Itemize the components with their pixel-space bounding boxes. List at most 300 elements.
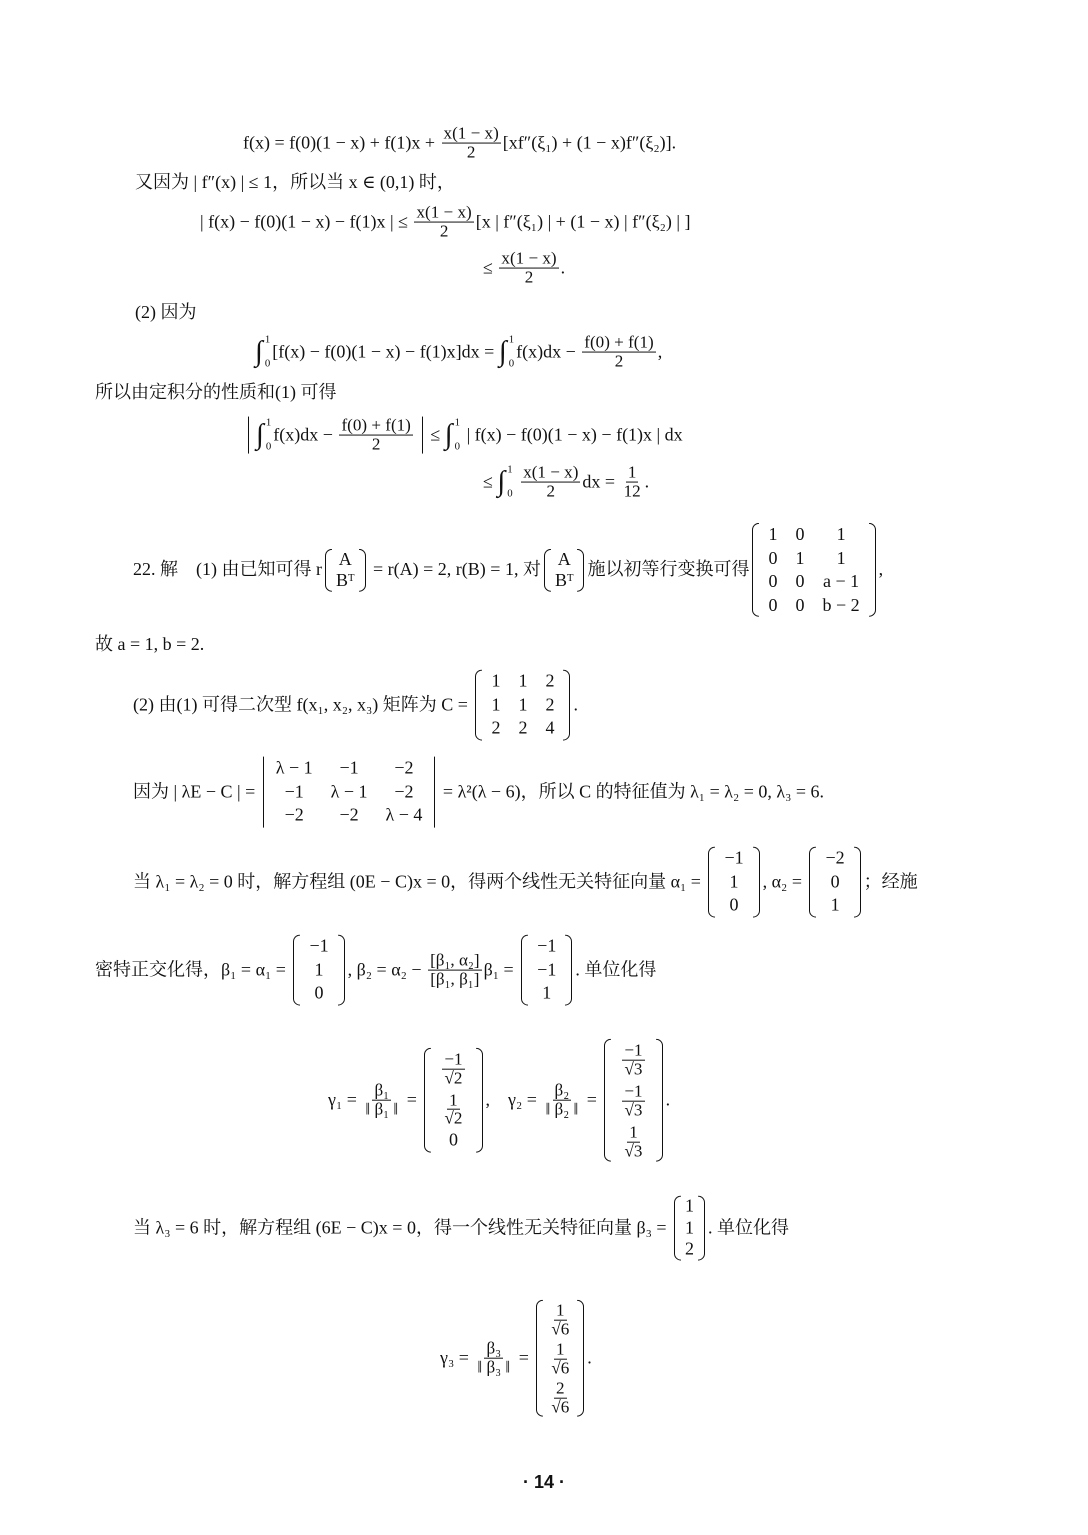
matrix-cell (267, 757, 322, 781)
math-text: 1 (629, 1122, 638, 1142)
matrix-row (543, 1300, 577, 1339)
fraction (442, 1091, 464, 1128)
left-delimiter (475, 670, 482, 741)
math-text: x(1 − x) (443, 123, 499, 143)
math-text: 1 (556, 1300, 565, 1320)
math-text: 2 (545, 670, 555, 691)
matrix-cell (551, 570, 578, 592)
matrix-row (431, 1047, 475, 1088)
right-delimiter (577, 1300, 584, 1417)
matrix-cell (509, 670, 536, 694)
fraction (521, 464, 580, 501)
matrix (674, 1196, 705, 1261)
lower-limit: 0 (507, 487, 513, 500)
matrix-cell (300, 935, 337, 959)
matrix (521, 935, 572, 1006)
matrix-row (431, 1129, 475, 1153)
math-text: = (402, 1089, 422, 1110)
right-delimiter (565, 935, 572, 1006)
fraction (622, 1083, 644, 1120)
fraction-denominator (622, 483, 643, 501)
matrix-body (681, 1196, 698, 1261)
math-text: Bᵀ (335, 570, 355, 590)
matrix-cell (715, 894, 752, 918)
fraction-numerator (627, 1123, 640, 1142)
matrix-row (715, 847, 752, 871)
fraction-denominator (370, 436, 383, 454)
fraction-denominator (363, 1101, 400, 1119)
fraction-numerator (372, 1082, 391, 1101)
matrix (536, 1300, 584, 1417)
matrix-row (300, 935, 337, 959)
matrix-row (528, 982, 565, 1006)
matrix-cell (377, 780, 432, 804)
fraction-numerator (521, 464, 580, 483)
left-delimiter (424, 1047, 431, 1152)
matrix-body (611, 1039, 655, 1162)
right-delimiter (854, 847, 861, 918)
cell-content (685, 1217, 694, 1239)
matrix-body (715, 847, 752, 918)
matrix-body (300, 935, 337, 1006)
schmidt-orthogonalization (95, 935, 656, 1006)
matrix-body (482, 670, 563, 741)
matrix-body (816, 847, 853, 918)
math-text: 1 (685, 1217, 695, 1238)
equation-taylor-expansion (243, 125, 676, 162)
unit-vector-gamma-3 (440, 1300, 592, 1417)
math-text: −1 (284, 781, 304, 802)
fraction (363, 1082, 400, 1119)
cell-content (795, 595, 804, 617)
quadratic-form-matrix (133, 670, 578, 741)
matrix-cell (551, 548, 578, 570)
matrix-cell (611, 1039, 655, 1080)
left-delimiter (325, 548, 332, 591)
math-text: = λ²(λ − 6)，所以 C 的特征值为 λ₁ = λ₂ = 0, λ₃ = 6. (438, 781, 825, 802)
matrix-row (431, 1088, 475, 1129)
fraction (442, 125, 501, 162)
fraction-numerator (554, 1379, 567, 1398)
cell-content (685, 1196, 694, 1218)
matrix-row (611, 1039, 655, 1080)
math-text: b − 2 (822, 594, 860, 615)
matrix-cell (681, 1217, 698, 1239)
fraction-numerator (554, 1302, 567, 1321)
math-text: −1 (537, 959, 557, 980)
math-text: a − 1 (822, 571, 860, 591)
matrix-cell (816, 847, 853, 871)
cell-content (547, 1302, 573, 1339)
matrix-cell (611, 1120, 655, 1161)
integral-sign: ∫ (497, 465, 506, 498)
math-text: ‖ β₁ ‖ (365, 1099, 399, 1119)
cell-content (309, 936, 328, 958)
fraction-denominator (465, 144, 478, 162)
cell-content (831, 895, 840, 917)
matrix-row (816, 847, 853, 871)
matrix-cell (536, 717, 563, 741)
cell-content (768, 524, 777, 546)
lower-limit: 0 (264, 357, 271, 370)
fraction (622, 464, 643, 501)
cell-content (537, 936, 556, 958)
math-text: 1 (836, 547, 846, 568)
math-text: 1 (518, 670, 528, 691)
cell-content (724, 848, 743, 870)
math-text: 12 (623, 481, 641, 501)
matrix-cell (322, 757, 377, 781)
cell-content (837, 524, 846, 546)
math-text: = (514, 1347, 534, 1368)
math-text: −1 (339, 757, 359, 778)
cell-content (545, 718, 554, 740)
cell-content (491, 671, 500, 693)
fraction (499, 250, 558, 287)
fraction-denominator (623, 1142, 645, 1160)
matrix-body (267, 757, 432, 828)
matrix-cell (431, 1047, 475, 1088)
inequality-line-2 (483, 250, 565, 287)
matrix-row (300, 982, 337, 1006)
matrix-body (759, 523, 868, 617)
cell-content (315, 983, 324, 1005)
math-text: 2 (545, 694, 555, 715)
math-text: f(x) = f(0)(1 − x) + f(1)x + (243, 132, 440, 153)
matrix-row (300, 958, 337, 982)
math-text: √3 (624, 1059, 643, 1079)
cell-content (394, 758, 413, 780)
cell-content (537, 959, 556, 981)
math-text: [xf″(ξ₁) + (1 − x)f″(ξ₂)]. (502, 132, 677, 153)
cell-content (545, 671, 554, 693)
integral (497, 465, 512, 499)
matrix-cell (681, 1196, 698, 1218)
math-text: x(1 − x) (501, 248, 557, 268)
math-text: 1 (491, 694, 501, 715)
math-text: 1 (729, 871, 739, 892)
math-text: 2 (466, 142, 476, 162)
fraction-denominator (549, 1321, 571, 1339)
math-text: 22. 解 (1) 由已知可得 r (133, 559, 322, 580)
matrix-cell (332, 570, 359, 592)
integral-limits (507, 465, 512, 499)
right-delimiter (698, 1196, 705, 1261)
math-text: β₂ (554, 1080, 570, 1100)
cell-content (518, 671, 527, 693)
math-text: . (665, 1089, 671, 1110)
cell-content (440, 1050, 466, 1087)
unit-vectors-gamma-1-2 (328, 1039, 670, 1162)
cell-content (518, 694, 527, 716)
matrix-cell (332, 548, 359, 570)
math-text: A (338, 548, 352, 569)
fraction-denominator (438, 223, 451, 241)
cell-content (449, 1130, 458, 1152)
cell-content (555, 570, 574, 592)
matrix (424, 1047, 482, 1152)
math-text: −2 (339, 804, 359, 825)
left-delimiter (521, 935, 528, 1006)
matrix-row (528, 935, 565, 959)
cell-content (558, 548, 571, 570)
math-text: β₁ = (483, 959, 519, 980)
cell-content (491, 718, 500, 740)
math-text: 1 (556, 1339, 565, 1359)
matrix-cell (528, 958, 565, 982)
math-text: (2) 因为 (135, 302, 197, 323)
math-text: 2 (518, 717, 528, 738)
right-delimiter (869, 523, 876, 617)
matrix-cell (715, 847, 752, 871)
integral-sign: ∫ (255, 335, 263, 368)
fraction-numerator (447, 1091, 460, 1110)
cell-content (518, 718, 527, 740)
math-text: ；经施 (863, 871, 918, 892)
fraction-numerator (554, 1341, 567, 1360)
fraction-denominator (623, 1061, 645, 1079)
text-since-bound (135, 172, 455, 194)
lower-limit: 0 (454, 440, 461, 453)
text-therefore (95, 382, 337, 404)
upper-limit: 1 (264, 334, 271, 346)
upper-limit: 1 (454, 417, 461, 429)
cell-content (545, 694, 554, 716)
matrix-row (681, 1196, 698, 1218)
matrix-cell (816, 870, 853, 894)
matrix-cell (431, 1129, 475, 1153)
conclusion-a-b (95, 634, 204, 656)
fraction-denominator (428, 971, 481, 989)
math-text: −1 (624, 1081, 643, 1101)
matrix-row (482, 717, 563, 741)
left-delimiter (708, 847, 715, 918)
math-text: √6 (551, 1397, 570, 1417)
math-text: . (587, 1347, 592, 1368)
fraction-denominator (543, 1101, 580, 1119)
matrix-cell (482, 717, 509, 741)
matrix-cell (528, 982, 565, 1006)
matrix-cell (267, 804, 322, 828)
integral-inequality-2 (483, 464, 649, 501)
matrix (809, 847, 860, 918)
matrix-cell (786, 570, 813, 594)
matrix-cell (715, 870, 752, 894)
fraction-denominator (549, 1360, 571, 1378)
math-text: (2) 由(1) 可得二次型 f(x₁, x₂, x₃) 矩阵为 C = (133, 694, 473, 715)
math-text: = r(A) = 2, r(B) = 1, 对 (368, 559, 541, 580)
matrix-cell (816, 894, 853, 918)
cell-content (336, 570, 355, 592)
cell-content (620, 1042, 646, 1079)
matrix (475, 670, 570, 741)
matrix-cell (611, 1080, 655, 1121)
math-text: 2 (546, 481, 556, 501)
math-text: 施以初等行变换可得 (587, 559, 750, 580)
math-text: 1 (685, 1195, 695, 1216)
math-text (515, 471, 520, 493)
matrix-cell (543, 1377, 577, 1416)
cell-content (315, 959, 324, 981)
right-delimiter (656, 1039, 663, 1162)
integral-limits (266, 418, 271, 452)
fraction (549, 1341, 571, 1378)
math-text: dx = (582, 471, 620, 492)
math-text: [β₁, α₂] (430, 950, 480, 970)
fraction-denominator (545, 483, 558, 501)
math-text: −1 (624, 1040, 643, 1060)
lower-limit: 0 (265, 440, 272, 453)
matrix-cell (322, 804, 377, 828)
fraction (442, 1050, 464, 1087)
math-text: Bᵀ (554, 570, 574, 590)
fraction-denominator (613, 353, 626, 371)
math-text: √2 (444, 1068, 463, 1088)
matrix-row (267, 780, 432, 804)
math-text: 1 (449, 1090, 458, 1110)
matrix (544, 548, 585, 591)
math-text: 密特正交化得，β₁ = α₁ = (95, 959, 291, 980)
matrix-cell (300, 982, 337, 1006)
cell-content (340, 758, 359, 780)
math-text: 1 (491, 670, 501, 691)
matrix-row (816, 870, 853, 894)
matrix-cell (759, 546, 786, 570)
math-text: 1 (314, 959, 324, 980)
math-text: √6 (551, 1319, 570, 1339)
math-text: . (644, 471, 650, 492)
math-text: = (582, 1089, 602, 1110)
integral-sign: ∫ (498, 335, 507, 368)
fraction-denominator (475, 1359, 512, 1377)
problem-22-part-1 (133, 523, 883, 617)
right-delimiter (431, 757, 435, 828)
math-text: , β₂ = α₂ − (347, 959, 427, 980)
math-text: −2 (394, 781, 414, 802)
cell-content (256, 417, 415, 454)
integral-limits (265, 335, 270, 369)
math-text: 1 (518, 694, 528, 715)
math-text: 2 (614, 351, 624, 371)
cell-content (340, 805, 359, 827)
math-text: ‖ β₂ ‖ (545, 1099, 579, 1119)
math-text: 又因为 | f″(x) | ≤ 1，所以当 x ∈ (0,1) 时， (135, 172, 455, 193)
math-text: 0 (795, 523, 805, 544)
math-text: −1 (537, 935, 557, 956)
math-text: A (557, 548, 571, 569)
matrix-row (332, 548, 359, 570)
matrix-cell (543, 1300, 577, 1339)
matrix-row (482, 693, 563, 717)
math-text: √3 (624, 1100, 643, 1120)
math-text: [x | f″(ξ₁) | + (1 − x) | f″(ξ₂) | ] (475, 211, 691, 232)
fraction (414, 204, 473, 241)
left-delimiter (536, 1300, 543, 1417)
math-text: , (657, 341, 663, 362)
matrix-cell (322, 780, 377, 804)
math-text: f(0) + f(1) (584, 332, 654, 352)
integral-identity (255, 334, 662, 371)
matrix-row (528, 958, 565, 982)
lower-limit: 0 (508, 357, 515, 370)
fraction-denominator (442, 1069, 464, 1087)
fraction-numerator (553, 1082, 572, 1101)
cell-content (440, 1091, 466, 1128)
upper-limit: 1 (265, 417, 272, 429)
math-text: 0 (795, 571, 805, 591)
cell-content (620, 1083, 646, 1120)
cell-content (837, 547, 846, 569)
fraction (339, 417, 412, 454)
math-text: √6 (551, 1358, 570, 1378)
math-text: −1 (444, 1049, 463, 1069)
fraction-denominator (442, 1110, 464, 1128)
matrix-row (611, 1080, 655, 1121)
matrix-cell (759, 594, 786, 618)
integral (255, 335, 270, 369)
fraction-numerator (622, 1042, 644, 1061)
math-text: . (573, 694, 578, 715)
math-text: . 单位化得 (575, 959, 657, 980)
cell-content (621, 1123, 647, 1160)
matrix-body (528, 935, 565, 1006)
math-text: −1 (724, 847, 744, 868)
math-text: γ₃ = (440, 1347, 474, 1368)
math-text: f(0) + f(1) (341, 415, 411, 435)
math-text: . (560, 257, 566, 278)
cell-content (823, 571, 859, 593)
matrix-row (759, 546, 868, 570)
matrix-cell (813, 594, 868, 618)
fraction (582, 334, 655, 371)
upper-limit: 1 (508, 334, 515, 346)
math-text: 1 (768, 523, 778, 544)
matrix-cell (536, 670, 563, 694)
left-delimiter (544, 548, 551, 591)
math-text: 2 (556, 1378, 565, 1398)
fraction-denominator (523, 269, 536, 287)
matrix-row (611, 1120, 655, 1161)
math-text: f(x)dx − (273, 424, 338, 445)
eigenvector-six (133, 1196, 789, 1261)
matrix-body (551, 548, 578, 591)
math-text: 0 (768, 594, 778, 615)
matrix-row (332, 570, 359, 592)
cell-content (547, 1379, 573, 1416)
math-text: ‖ β₃ ‖ (477, 1357, 511, 1377)
matrix-cell (786, 594, 813, 618)
matrix-cell (300, 958, 337, 982)
math-text: . 单位化得 (708, 1217, 790, 1238)
math-text: β₃ (486, 1338, 502, 1358)
left-delimiter (604, 1039, 611, 1162)
matrix-cell (509, 693, 536, 717)
matrix-cell (786, 523, 813, 547)
cell-content (547, 1341, 573, 1378)
matrix-body (431, 1047, 475, 1152)
left-delimiter (293, 935, 300, 1006)
math-text: −2 (284, 804, 304, 825)
cell-content (795, 571, 804, 593)
matrix-row (551, 570, 578, 592)
math-text: 0 (729, 894, 739, 915)
math-text: 当 λ₃ = 6 时，解方程组 (6E − C)x = 0，得一个线性无关特征向量 β₃ = (133, 1217, 672, 1238)
math-text: , α₂ = (762, 871, 807, 892)
determinant (263, 757, 436, 828)
math-text: ≤ (483, 257, 498, 278)
math-text: 当 λ₁ = λ₂ = 0 时，解方程组 (0E − C)x = 0，得两个线性无关特征向量 α₁ = (133, 871, 706, 892)
matrix-cell (267, 780, 322, 804)
